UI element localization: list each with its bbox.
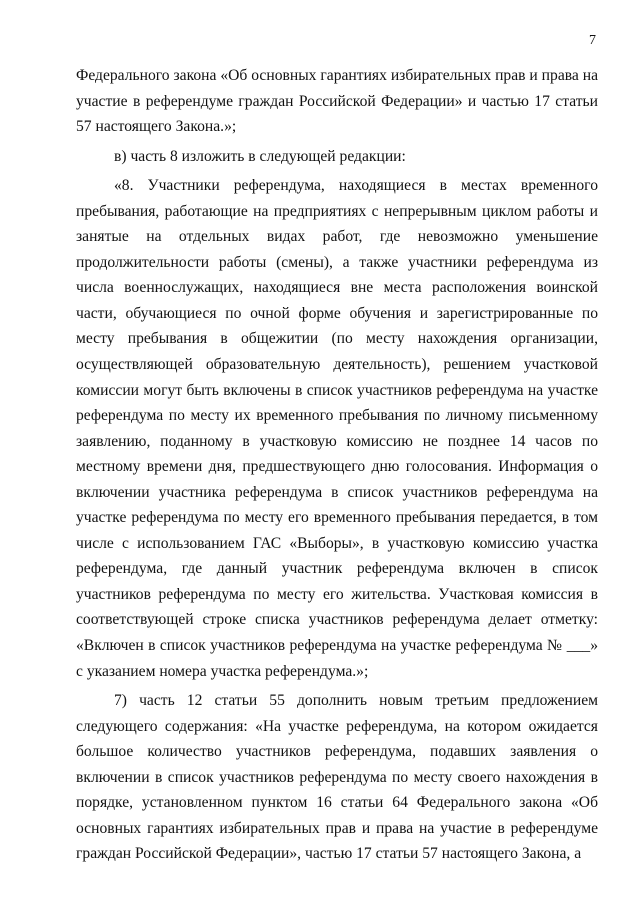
paragraph-amendment-v: в) часть 8 изложить в следующей редакции: — [114, 147, 406, 165]
paragraph-amendment-7: 7) часть 12 статьи 55 дополнить новым третьим предложением следующего содержания: «На участке референдума, на котором ожидается большое количество участников референдума, подавших заявления о включении в список участников референдума по месту своего нахождения в порядке, установленном пунктом 16 статьи 64 Федерального закона «Об основных гарантиях избирательных прав и права на участие в референдуме граждан Российской Федерации», частью 17 статьи 57 настоящего Закона, а — [76, 692, 598, 863]
paragraph-part-8: «8. Участники референдума, находящиеся в местах временного пребывания, работающие на предприятиях с непрерывным циклом работы и занятые на отдельных видах работ, где невозможно уменьшение продолжительности работы (смены), а также участники референдума из числа военнослужащих, находящиеся вне места расположения воинской части, обучающиеся по очной форме обучения и зарегистрированные по месту пребывания в общежитии (по месту нахождения организации, осуществляющей образовательную деятельность), решением участковой комиссии могут быть включены в список участников референдума на участке референдума по месту их временного пребывания по личному письменному заявлению, поданному в участковую комиссию не позднее 14 часов по местному времени дня, предшествующего дню голосования. Информация о включении участника референдума в список участников референдума на участке референдума по месту его временного пребывания передается, в том числе с использованием ГАС «Выборы», в участковую комиссию участка референдума, где данный участник референдума включен в список участников референдума по месту его жительства. Участковая комиссия в соответствующей строке списка участников референдума делает отметку: «Включен в список участников референдума на участке референдума № ___» с указанием номера участка референдума.»; — [76, 177, 598, 680]
page-number: 7 — [589, 33, 596, 48]
paragraph-continuation: Федерального закона «Об основных гарантиях избирательных прав и права на участие в референдуме граждан Российской Федерации» и частью 17 статьи 57 настоящего Закона.»; — [76, 67, 598, 136]
document-body — [76, 63, 598, 867]
